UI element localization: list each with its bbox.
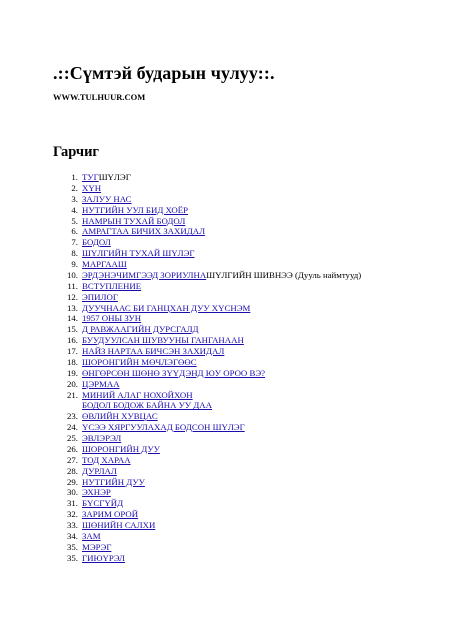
toc-item-link[interactable]: ӨНГӨРСӨН ШӨНӨ ЗҮҮДЭНД ЮУ ОРОО ВЭ? xyxy=(82,367,266,378)
toc-item-link[interactable]: БОДОЛ xyxy=(82,237,111,248)
toc-item-number: 28. xyxy=(67,465,78,476)
toc-item-link[interactable]: ЗАРИМ ОРОЙ xyxy=(82,509,139,520)
toc-item-link[interactable]: ЗАМ xyxy=(82,530,101,541)
toc-item xyxy=(53,379,361,390)
toc-item-number: 5. xyxy=(71,215,78,226)
toc-item-number: 6. xyxy=(71,226,78,237)
toc-item xyxy=(53,248,361,259)
toc-item xyxy=(53,400,361,411)
toc-item-link[interactable]: МИНИЙ АЛАГ НОХОЙХОН xyxy=(82,389,193,400)
toc-item-number: 14. xyxy=(67,313,78,324)
toc-item xyxy=(53,466,361,477)
table-of-contents xyxy=(53,172,361,564)
toc-item xyxy=(53,313,361,324)
toc-item-link[interactable]: ХҮН xyxy=(82,182,102,193)
toc-item xyxy=(53,270,361,281)
toc-item xyxy=(53,477,361,488)
toc-item xyxy=(53,237,361,248)
toc-item-link[interactable]: ӨВЛИЙН ХУВЦАС xyxy=(82,411,158,422)
toc-item xyxy=(53,194,361,205)
toc-item-link[interactable]: ЭХНЭР xyxy=(82,487,111,498)
toc-item-number: 23. xyxy=(67,411,78,422)
toc-item-number: 35. xyxy=(67,541,78,552)
toc-item-number: 18. xyxy=(67,356,78,367)
toc-item-link[interactable]: НАМРЫН ТУХАЙ БОДОЛ xyxy=(82,215,186,226)
toc-item-number: 21. xyxy=(67,389,78,400)
toc-item xyxy=(53,216,361,227)
toc-item-number: 27. xyxy=(67,454,78,465)
toc-item xyxy=(53,368,361,379)
toc-item-number: 10. xyxy=(67,269,78,280)
toc-item-link[interactable]: Д РАВЖААГИЙН ДУРСГАЛД xyxy=(82,324,199,335)
toc-item-number: 3. xyxy=(71,193,78,204)
toc-item-number: 4. xyxy=(71,204,78,215)
toc-item xyxy=(53,346,361,357)
toc-item-number: 30. xyxy=(67,487,78,498)
toc-item-link[interactable]: НАЙЗ НАРТАА БИЧСЭН ЗАХИДАЛ xyxy=(82,346,225,356)
toc-item xyxy=(53,357,361,368)
toc-item-link[interactable]: ЦЭРМАА xyxy=(82,378,120,389)
toc-item-number: 15. xyxy=(67,324,78,335)
toc-item xyxy=(53,531,361,542)
toc-item-link[interactable]: 1957 ОНЫ ЗУН xyxy=(82,313,142,324)
toc-item-number: 26. xyxy=(67,443,78,454)
toc-item-number xyxy=(53,400,82,411)
toc-item xyxy=(53,433,361,444)
document-title: .::Сүмтэй бударын чулуу::. xyxy=(53,63,275,83)
toc-heading: Гарчиг xyxy=(53,144,100,160)
toc-item-link[interactable]: БУУДУУЛСАН ШУВУУНЫ ГАНГАНААН xyxy=(82,335,244,346)
toc-item-link[interactable]: ЗАЛУУ НАС xyxy=(82,193,132,204)
toc-item-number: 1. xyxy=(71,172,78,182)
toc-item-note: ШҮЛГИЙН ШИВНЭЭ (Дууль наймтууд) xyxy=(206,269,362,280)
toc-item xyxy=(53,487,361,498)
toc-item xyxy=(53,183,361,194)
toc-item-link[interactable]: ЭРДЭНЭЧИМГЭЭД ЗОРИУЛНА xyxy=(82,269,207,280)
toc-item-link[interactable]: БОДОЛ БОДОЖ БАЙНА УУ ДАА xyxy=(82,400,213,411)
toc-item-number: 17. xyxy=(67,346,78,356)
toc-item xyxy=(53,509,361,520)
toc-item-number: 31. xyxy=(67,498,78,509)
toc-item-link[interactable]: МЭРЭГ xyxy=(82,541,112,552)
toc-item-number: 11. xyxy=(67,280,78,291)
toc-item-number: 25. xyxy=(67,433,78,443)
toc-item xyxy=(53,205,361,216)
toc-item-link[interactable]: МАРГААШ xyxy=(82,259,127,269)
toc-item-link[interactable]: БҮСГҮЙД xyxy=(82,498,124,509)
toc-item-number: 7. xyxy=(71,237,78,248)
toc-item-number: 20. xyxy=(67,378,78,389)
toc-item-link[interactable]: ТОД ХАРАА xyxy=(82,454,131,465)
toc-item xyxy=(53,455,361,466)
toc-item xyxy=(53,281,361,292)
toc-item-number: 35. xyxy=(67,552,78,563)
toc-item-link[interactable]: ТУГ xyxy=(82,172,99,182)
toc-item-number: 2. xyxy=(71,182,78,193)
toc-item-link[interactable]: ШӨНИЙН САЛХИ xyxy=(82,520,156,530)
toc-item xyxy=(53,542,361,553)
toc-item-note: ШҮЛЭГ xyxy=(98,172,131,182)
toc-item-link[interactable]: ВСТУПЛЕНИЕ xyxy=(82,280,142,291)
toc-item-link[interactable]: ДУУЧНААС БИ ГАНЦХАН ДУУ ХҮСНЭМ xyxy=(82,302,251,313)
toc-item xyxy=(53,259,361,270)
toc-item xyxy=(53,390,361,401)
toc-item-link[interactable]: ЭПИЛОГ xyxy=(82,291,118,302)
toc-item xyxy=(53,553,361,564)
toc-item xyxy=(53,303,361,314)
toc-item-link[interactable]: ШҮЛГИЙН ТУХАЙ ШҮЛЭГ xyxy=(82,248,195,259)
toc-item-link[interactable]: ШОРОНГИЙН ДУУ xyxy=(82,443,160,454)
toc-item-number: 33. xyxy=(67,520,78,530)
toc-item-link[interactable]: ҮСЭЭ ХЯРГУУЛАХАД БОДСОН ШҮЛЭГ xyxy=(82,422,245,433)
site-url: WWW.TULHUUR.COM xyxy=(53,92,146,102)
toc-item-link[interactable]: ДУРЛАЛ xyxy=(82,465,117,476)
toc-item-link[interactable]: НУТГИЙН ДУУ xyxy=(82,476,145,487)
toc-item-number: 13. xyxy=(67,302,78,313)
toc-item xyxy=(53,498,361,509)
toc-item-number: 32. xyxy=(67,509,78,520)
toc-item xyxy=(53,292,361,303)
toc-item-number: 34. xyxy=(67,530,78,541)
toc-item xyxy=(53,520,361,531)
toc-item-link[interactable]: ЭВЛЭРЭЛ xyxy=(82,433,122,443)
toc-item xyxy=(53,172,361,183)
toc-item xyxy=(53,411,361,422)
toc-item-link[interactable]: АМРАГТАА БИЧИХ ЗАХИДАЛ xyxy=(82,226,206,237)
toc-item-number: 24. xyxy=(67,422,78,433)
toc-item xyxy=(53,226,361,237)
toc-item xyxy=(53,444,361,455)
toc-item-number: 8. xyxy=(71,248,78,259)
toc-item xyxy=(53,324,361,335)
toc-item-link[interactable]: НУТГИЙН УУЛ БИД ХОЁР xyxy=(82,204,189,215)
toc-item xyxy=(53,335,361,346)
toc-item xyxy=(53,422,361,433)
toc-item-number: 19. xyxy=(67,367,78,378)
toc-item-link[interactable]: ШОРОНГИЙН МӨЧЛЭГӨӨС xyxy=(82,356,197,367)
toc-item-number: 29. xyxy=(67,476,78,487)
toc-item-link[interactable]: ГИЮҮРЭЛ xyxy=(82,552,125,563)
toc-item-number: 16. xyxy=(67,335,78,346)
toc-item-number: 12. xyxy=(67,291,78,302)
toc-item-number: 9. xyxy=(71,259,78,269)
